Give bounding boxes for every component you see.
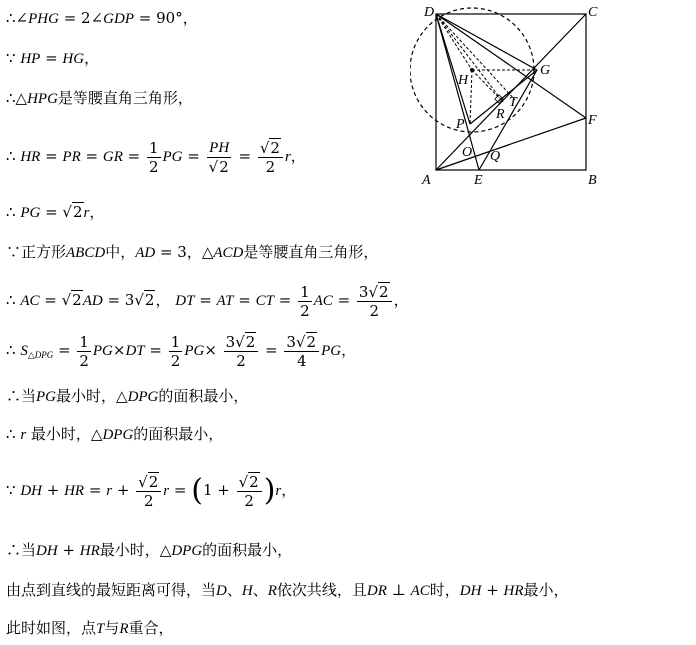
step-shortest-distance: 由点到直线的最短距离可得，当D、H、R依次共线，且DR ⊥ AC时，DH + HR最小， xyxy=(6,581,569,599)
label-c: C xyxy=(588,5,598,20)
step-area: ∴ $S_{\triangle DPG}$ = $\frac{1}{2}$ PG×DT = $\frac{1}{2}$ PG× $\frac{3√2}{2}$ = $\frac{3√2}{4}$ PG， xyxy=(6,332,357,370)
label-a: A xyxy=(422,173,431,188)
step-hr-formula: ∴ HR = PR = GR = $\frac{1}{2}$ PG = $\frac{PH}{√2}$ = $\frac{√2}{2}$ r， xyxy=(6,138,306,176)
step-t-r-coincide: 此时如图，点T与R重合， xyxy=(6,619,174,637)
label-d: D xyxy=(424,5,435,20)
label-g: G xyxy=(540,63,551,78)
step-angle-phg: ∴∠PHG = 2∠GDP = 90°， xyxy=(6,9,198,27)
label-f: F xyxy=(588,113,597,128)
step-pg-min: ∴当PG最小时，△DPG的面积最小， xyxy=(6,387,249,405)
step-dh-hr-min: ∴当DH + HR最小时，△DPG的面积最小， xyxy=(6,541,293,559)
step-ac-dt: ∴ AC = √2AD = 3√2， DT = AT = CT = $\frac{1}{2}$ AC = $\frac{3√2}{2}$ ， xyxy=(6,282,409,320)
label-e: E xyxy=(474,173,483,188)
label-h: H xyxy=(458,73,469,88)
step-hp-hg: ∵ HP = HG， xyxy=(6,49,100,67)
step-dh-hr: ∵ DH + HR = r + $\frac{√2}{2}$ r = (1 + $\frac{√2}{2}$ )r， xyxy=(6,472,297,510)
label-p: P xyxy=(456,117,465,132)
label-q: Q xyxy=(490,149,501,164)
step-square: ∵正方形ABCD中，AD = 3，△ACD是等腰直角三角形， xyxy=(6,243,379,261)
label-o: O xyxy=(462,145,473,160)
step-isosceles-right: ∴△HPG是等腰直角三角形， xyxy=(6,89,193,107)
step-r-min: ∴ r 最小时，△DPG的面积最小， xyxy=(6,425,224,443)
label-t: T xyxy=(509,95,517,110)
geometry-figure xyxy=(410,0,610,190)
label-r: R xyxy=(496,107,505,122)
step-pg-r: ∴ PG = √2r， xyxy=(6,203,105,221)
label-b: B xyxy=(588,173,597,188)
